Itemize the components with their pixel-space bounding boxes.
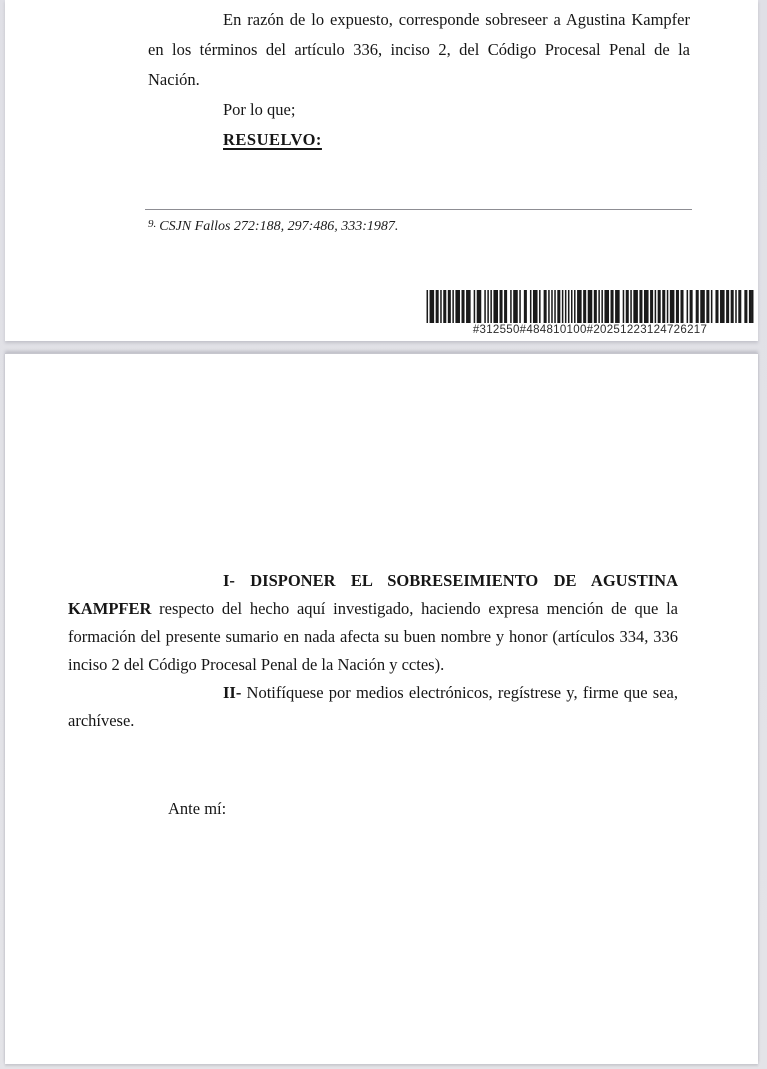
resolution-item-1-bold: I- DISPONER EL SOBRESEIMIENTO DE AGUSTINA KAMPFER [68,571,678,618]
page-1-text-block [5,0,758,155]
resolution-item-1-rest: respecto del hecho aquí investigado, haciendo expresa mención de que la formación del presente sumario en nada afecta su buen nombre y honor (artículos 334, 336 inciso 2 del Código Procesal Penal de la Nación y cctes). [68,599,678,674]
ante-mi-line: Ante mí: [168,799,227,818]
page-2-text-block [5,354,758,823]
paragraph-en-razon: En razón de lo expuesto, corresponde sobreseer a Agustina Kampfer en los términos del artículo 336, inciso 2, del Código Procesal Penal de la Nación. [148,10,690,89]
barcode-caption: #312550#484810100#20251223124726217 [472,324,708,336]
paragraph-por-lo-que: Por lo que; [223,100,296,119]
barcode-bars [425,290,755,323]
page-gap [5,341,758,353]
footnote [148,215,398,236]
resolution-item-2-bold: II- [223,683,242,702]
footnote-text: CSJN Fallos 272:188, 297:486, 333:1987. [159,219,399,234]
footnote-separator-rule [145,209,692,210]
footnote-number: 9. [148,218,157,230]
resuelvo-heading [148,125,690,155]
resuelvo-underlined-text: RESUELVO: [223,130,322,149]
resolution-item-2-rest: Notifíquese por medios electrónicos, regístrese y, firme que sea, archívese. [68,683,678,730]
page-2 [5,353,758,1064]
barcode [425,290,755,337]
resolution-item-2 [68,679,678,735]
resolution-item-1 [68,567,678,679]
page-1 [5,0,758,341]
